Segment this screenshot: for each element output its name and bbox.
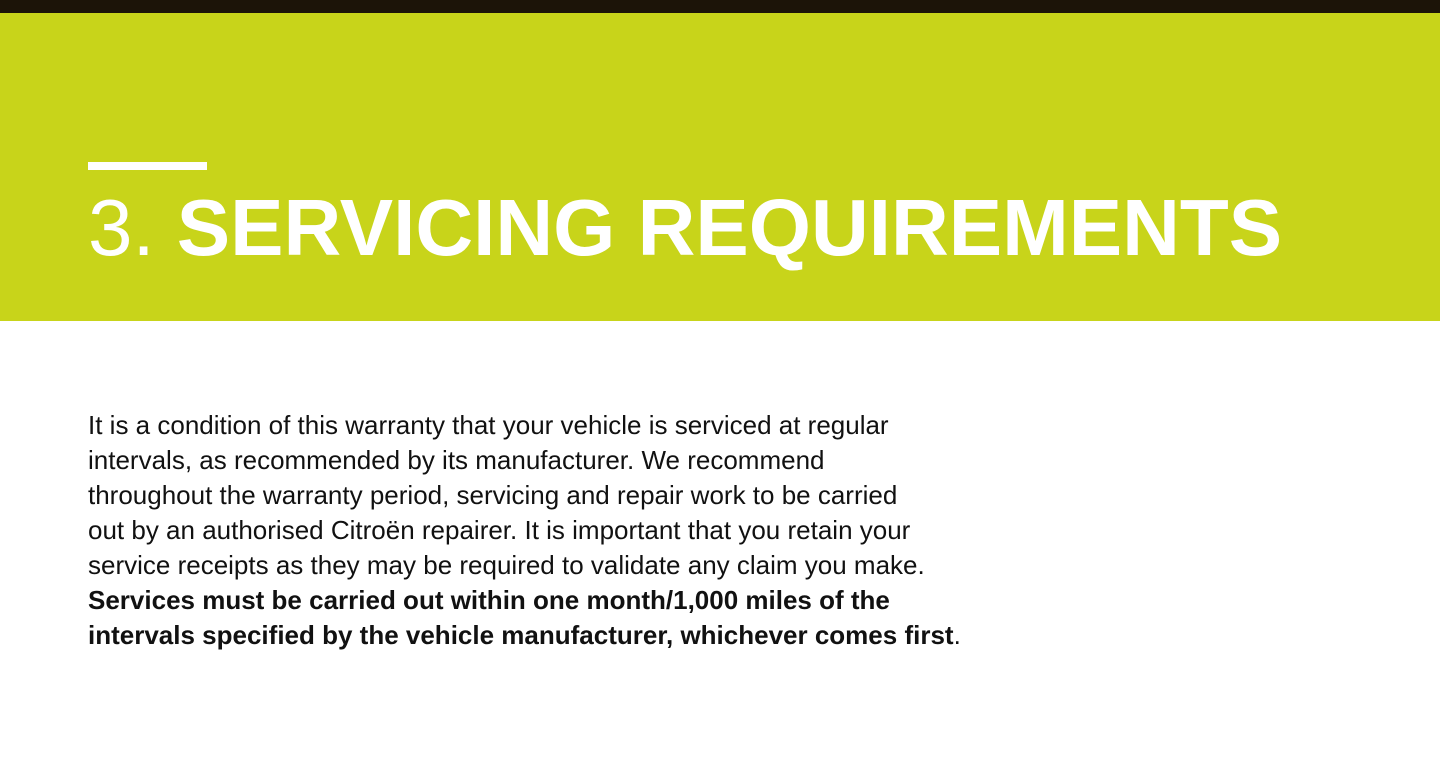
section-number: 3. bbox=[88, 183, 155, 272]
body-bold-line: intervals specified by the vehicle manufacturer, whichever comes first bbox=[88, 620, 954, 650]
body-line: intervals, as recommended by its manufacturer. We recommend bbox=[88, 445, 825, 475]
section-heading bbox=[88, 178, 1282, 278]
top-strip bbox=[0, 0, 1440, 13]
body-paragraph bbox=[88, 408, 988, 653]
body-line: out by an authorised Citroën repairer. It is important that you retain your bbox=[88, 515, 911, 545]
closing-punctuation: . bbox=[953, 620, 961, 650]
section-title: SERVICING REQUIREMENTS bbox=[176, 183, 1283, 272]
body-line: service receipts as they may be required to validate any claim you make. bbox=[88, 550, 925, 580]
heading-rule bbox=[88, 162, 207, 170]
body-final-line bbox=[88, 618, 988, 653]
body-bold-line: Services must be carried out within one month/1,000 miles of the bbox=[88, 585, 890, 615]
body-line: throughout the warranty period, servicing and repair work to be carried bbox=[88, 480, 898, 510]
body-line: It is a condition of this warranty that your vehicle is serviced at regular bbox=[88, 410, 889, 440]
